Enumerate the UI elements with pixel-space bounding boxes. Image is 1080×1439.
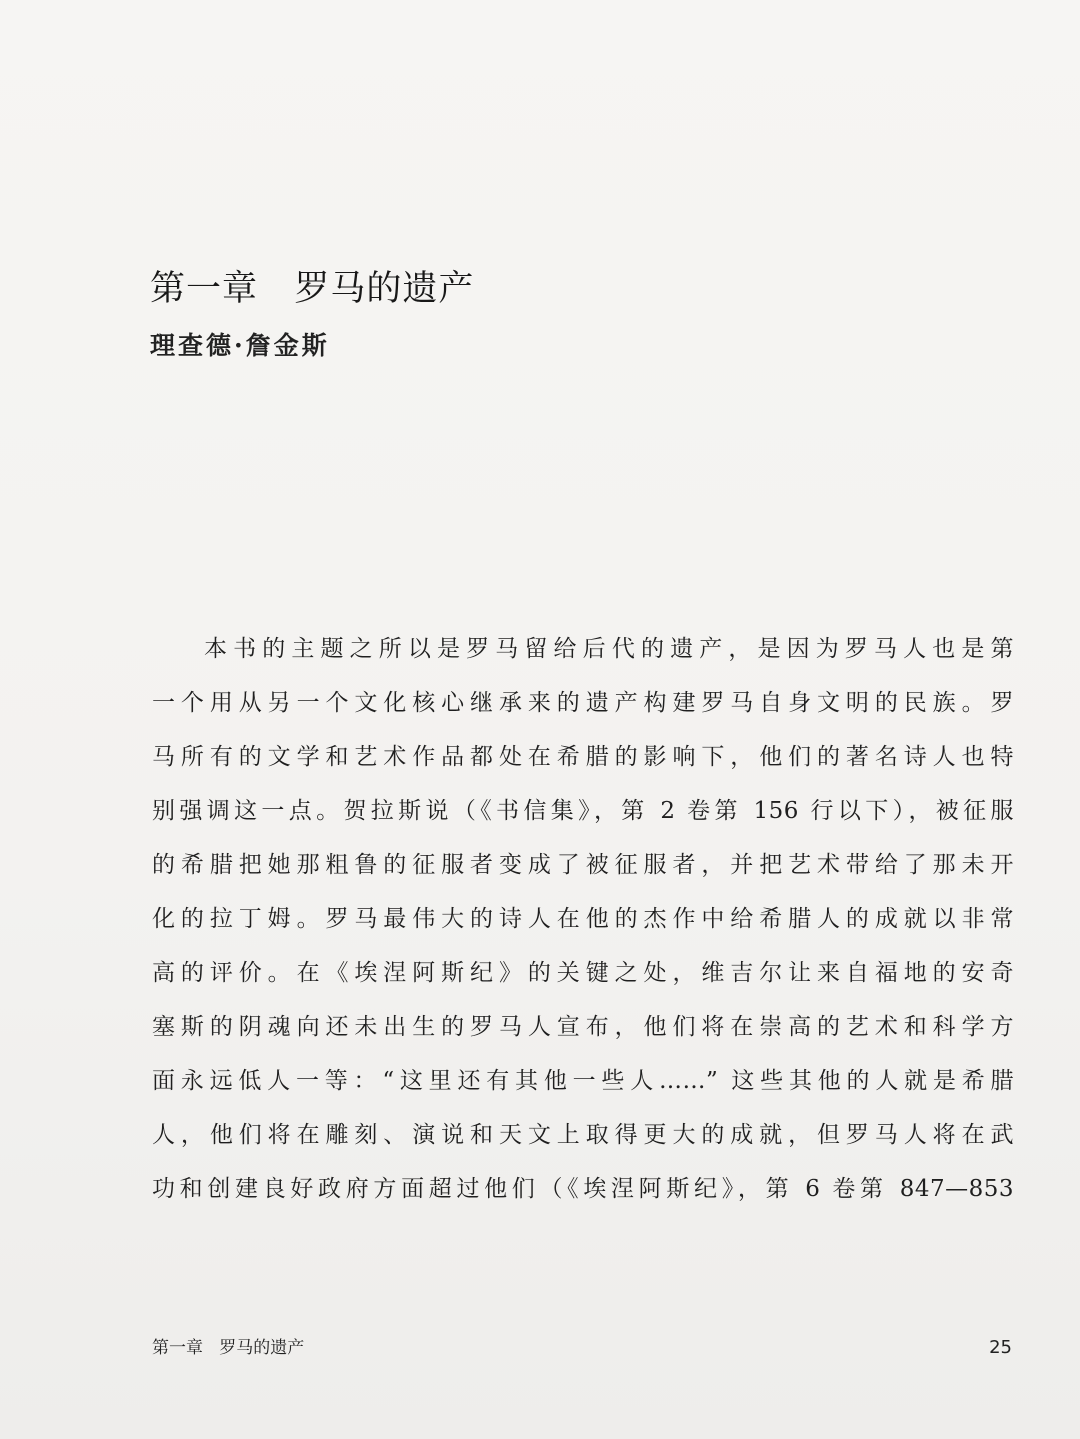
text-line: 塞斯的阴魂向还未出生的罗马人宣布，他们将在崇高的艺术和科学方 [152, 1014, 1014, 1040]
text-line: 的希腊把她那粗鲁的征服者变成了被征服者，并把艺术带给了那未开 [152, 852, 1014, 878]
text-line: 别强调这一点。贺拉斯说（《书信集》，第 2 卷第 156 行以下），被征服 [152, 798, 1014, 824]
text-line: 化的拉丁姆。罗马最伟大的诗人在他的杰作中给希腊人的成就以非常 [152, 906, 1014, 932]
text-line: 马所有的文学和艺术作品都处在希腊的影响下，他们的著名诗人也特 [152, 744, 1014, 770]
chapter-author: 理查德·詹金斯 [150, 331, 330, 360]
text-line: 人，他们将在雕刻、演说和天文上取得更大的成就，但罗马人将在武 [152, 1122, 1014, 1148]
text-line: 一个用从另一个文化核心继承来的遗产构建罗马自身文明的民族。罗 [152, 690, 1014, 716]
text-line: 功和创建良好政府方面超过他们（《埃涅阿斯纪》，第 6 卷第 847—853 [152, 1176, 1014, 1202]
text-line: 本书的主题之所以是罗马留给后代的遗产，是因为罗马人也是第 [204, 636, 1014, 662]
running-head: 第一章 罗马的遗产 [152, 1338, 305, 1358]
text-line: 面永远低人一等：“这里还有其他一些人……” 这些其他的人就是希腊 [152, 1068, 1014, 1094]
chapter-title: 第一章 罗马的遗产 [150, 269, 475, 309]
page-number: 25 [989, 1337, 1012, 1358]
body-paragraph [152, 622, 1014, 1216]
text-line: 高的评价。在《埃涅阿斯纪》的关键之处，维吉尔让来自福地的安奇 [152, 960, 1014, 986]
